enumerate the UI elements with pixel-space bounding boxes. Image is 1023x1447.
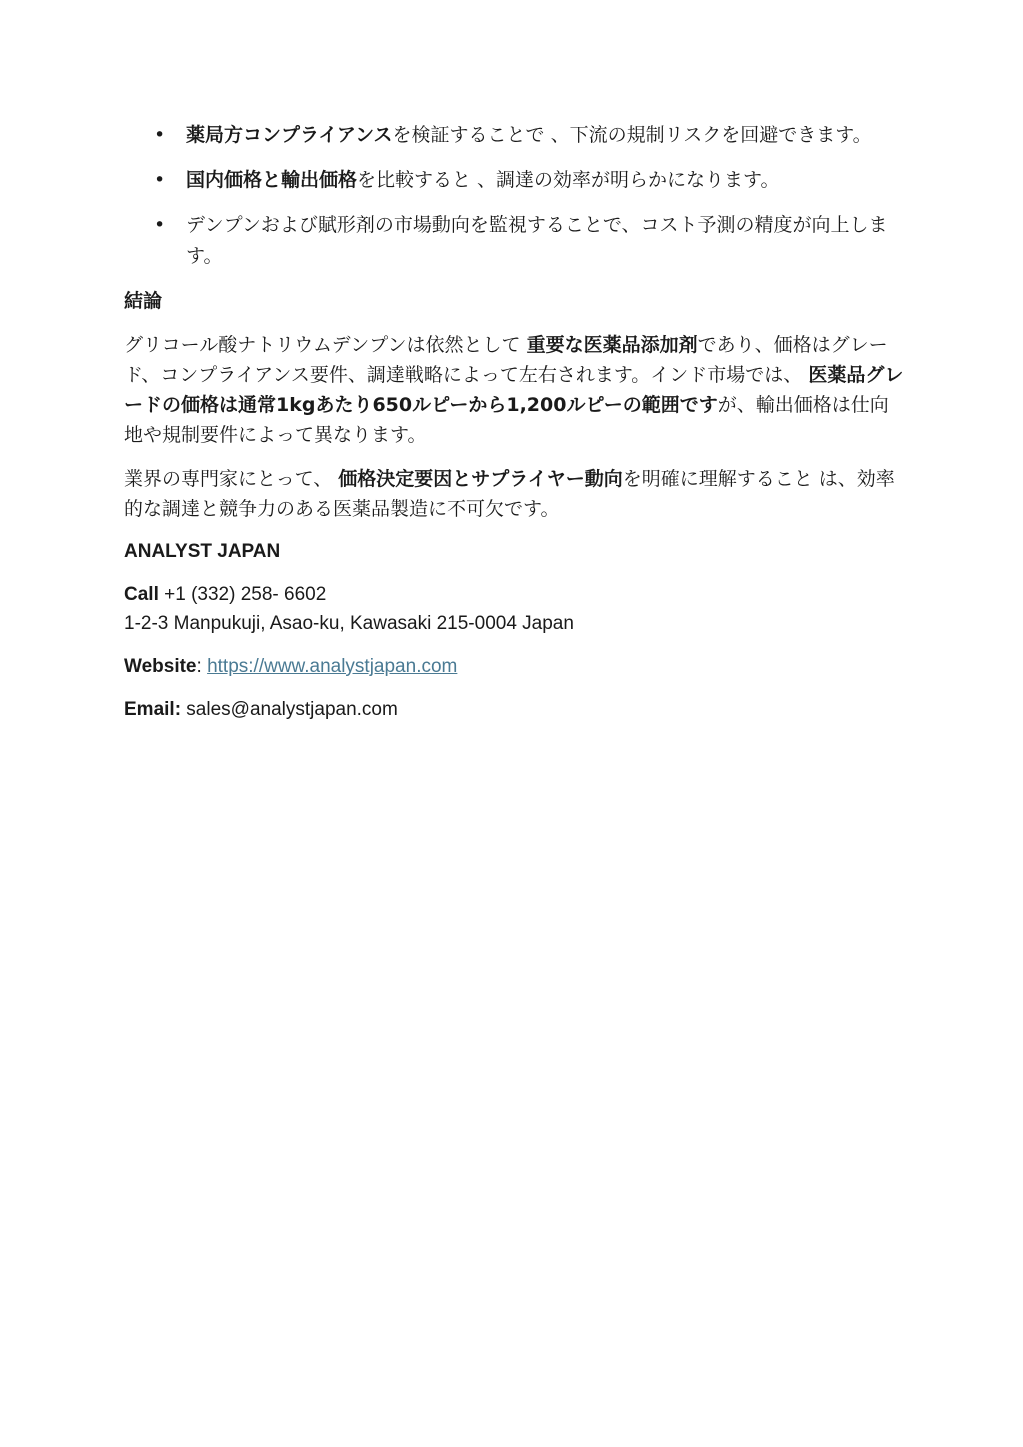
bullet-bold-text: 国内価格と輸出価格 bbox=[186, 169, 358, 191]
call-label: Call bbox=[124, 584, 159, 605]
contact-block bbox=[124, 580, 904, 638]
paragraph-bold-text: 価格決定要因とサプライヤー動向 bbox=[338, 468, 623, 490]
bullet-icon: • bbox=[154, 124, 166, 146]
conclusion-heading: 結論 bbox=[124, 290, 163, 312]
phone-line bbox=[124, 580, 904, 609]
bullet-icon: • bbox=[154, 214, 166, 236]
website-link[interactable]: https://www.analystjapan.com bbox=[207, 656, 458, 677]
document-page bbox=[124, 120, 904, 738]
website-label: Website bbox=[124, 656, 197, 677]
bullet-text: デンプンおよび賦形剤の市場動向を監視することで、コスト予測の精度が向上します。 bbox=[186, 214, 888, 267]
bullet-text: を検証することで 、下流の規制リスクを回避できます。 bbox=[392, 124, 872, 146]
conclusion-paragraph-1 bbox=[124, 330, 904, 450]
website-separator: : bbox=[196, 656, 208, 677]
paragraph-text: が、輸出価格は仕向地や規制要件によって異なります。 bbox=[124, 394, 889, 446]
phone-number: +1 (332) 258- 6602 bbox=[158, 584, 327, 605]
bullet-list bbox=[124, 120, 904, 272]
paragraph-text: であり、価格はグレード、コンプライアンス要件、調達戦略によって左右されます。インド市場では、 bbox=[124, 334, 888, 386]
email-label: Email: bbox=[124, 699, 182, 720]
email-address: sales@analystjapan.com bbox=[181, 699, 398, 720]
paragraph-text: を明確に理解すること は、効率的な調達と競争力のある医薬品製造に不可欠です。 bbox=[124, 468, 895, 520]
list-item bbox=[124, 120, 904, 151]
bullet-text: を比較すると 、調達の効率が明らかになります。 bbox=[357, 169, 780, 191]
website-line bbox=[124, 652, 904, 681]
paragraph-bold-text: 重要な医薬品添加剤 bbox=[526, 334, 698, 356]
list-item bbox=[124, 165, 904, 196]
bullet-bold-text: 薬局方コンプライアンス bbox=[186, 124, 393, 146]
bullet-icon: • bbox=[154, 169, 166, 191]
paragraph-text: グリコール酸ナトリウムデンプンは依然として bbox=[124, 334, 527, 356]
paragraph-text: 業界の専門家にとって、 bbox=[124, 468, 339, 490]
email-line bbox=[124, 695, 904, 724]
conclusion-paragraph-2 bbox=[124, 464, 904, 524]
company-name: ANALYST JAPAN bbox=[124, 541, 281, 562]
list-item bbox=[124, 210, 904, 272]
address-line: 1-2-3 Manpukuji, Asao-ku, Kawasaki 215-0004 Japan bbox=[124, 613, 574, 634]
paragraph-bold-text: 医薬品グレードの価格は通常1kgあたり650ルピーから1,200ルピーの範囲です bbox=[124, 364, 904, 416]
